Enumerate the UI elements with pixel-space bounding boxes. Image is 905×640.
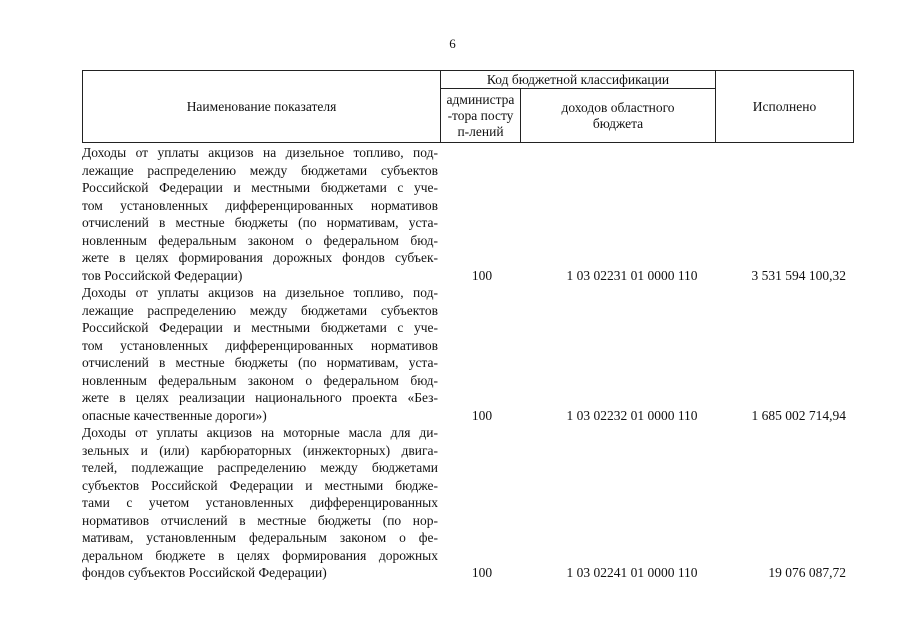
header-regional-budget-income-label: доходов областного бюджета	[561, 99, 675, 131]
row-indicator-name-line: фондов субъектов Российской Федерации)	[82, 565, 327, 580]
row-indicator-name-line: отчислений в местные бюджеты (по нормативам, уста-	[82, 355, 438, 370]
row-executed-amount: 3 531 594 100,32	[751, 267, 846, 283]
row-executed-amount: 19 076 087,72	[768, 565, 846, 580]
row-admin-code: 100	[471, 267, 493, 283]
row-indicator-name-line: мативам, установленным федеральным законом о фе-	[82, 530, 438, 545]
row-indicator-name-line: Доходы от уплаты акцизов на дизельное топливо, под-	[82, 285, 438, 300]
row-indicator-name-line: субъектов Российской Федерации и местными бюдже-	[82, 477, 438, 493]
row-indicator-name-line: нормативов отчислений в местные бюджеты (по нор-	[82, 512, 438, 528]
row-indicator-name-line: опасные качественные дороги»)	[82, 407, 267, 423]
row-indicator-name-line: Доходы от уплаты акцизов на моторные масла для ди-	[82, 425, 438, 440]
header-indicator-name: Наименование показателя	[82, 70, 441, 143]
row-indicator-name-line: жете в целях реализации национального проекта «Без-	[82, 390, 438, 405]
row-indicator-name-line: лежащие распределению между бюджетами субъектов	[82, 302, 438, 318]
row-income-code: 1 03 02241 01 0000 110	[566, 565, 698, 580]
row-indicator-name-line: тами с учетом установленных дифференцированных	[82, 495, 438, 510]
header-regional-budget-income	[520, 88, 716, 143]
row-admin-code: 100	[471, 565, 493, 580]
row-income-code: 1 03 02231 01 0000 110	[566, 267, 698, 283]
row-indicator-name-line: зельных и (или) карбюраторных (инжекторных) двига-	[82, 442, 438, 458]
row-indicator-name-line: тов Российской Федерации)	[82, 267, 243, 283]
row-income-code: 1 03 02232 01 0000 110	[566, 407, 698, 423]
row-indicator-name-line: телей, подлежащие распределению между бюджетами	[82, 460, 438, 475]
row-indicator-name-line: новленным федеральным законом о федеральном бюд-	[82, 232, 438, 248]
row-indicator-name	[82, 144, 438, 284]
header-revenue-administrator-label: администра-тора поступ-лений	[446, 91, 515, 139]
row-indicator-name-line: Доходы от уплаты акцизов на дизельное топливо, под-	[82, 145, 438, 160]
row-indicator-name-line: отчислений в местные бюджеты (по нормативам, уста-	[82, 215, 438, 230]
row-indicator-name-line: новленным федеральным законом о федеральном бюд-	[82, 372, 438, 388]
page-number: 6	[449, 36, 456, 51]
row-indicator-name	[82, 284, 438, 424]
row-indicator-name	[82, 424, 438, 582]
row-indicator-name-line: том установленных дифференцированных нормативов	[82, 197, 438, 213]
row-indicator-name-line: Российской Федерации и местными бюджетами с уче-	[82, 320, 438, 335]
row-indicator-name-line: деральном бюджете в целях формирования дорожных	[82, 547, 438, 563]
row-indicator-name-line: Российской Федерации и местными бюджетами с уче-	[82, 180, 438, 195]
header-budget-classification-code: Код бюджетной классификации	[440, 70, 716, 89]
header-revenue-administrator	[440, 88, 521, 143]
row-indicator-name-line: том установленных дифференцированных нормативов	[82, 337, 438, 353]
row-executed-amount: 1 685 002 714,94	[751, 407, 846, 423]
header-executed: Исполнено	[715, 70, 854, 143]
row-indicator-name-line: жете в целях формирования дорожных фондов субъек-	[82, 250, 438, 265]
table-header	[82, 70, 854, 143]
row-indicator-name-line: лежащие распределению между бюджетами субъектов	[82, 162, 438, 178]
row-admin-code: 100	[471, 407, 493, 423]
